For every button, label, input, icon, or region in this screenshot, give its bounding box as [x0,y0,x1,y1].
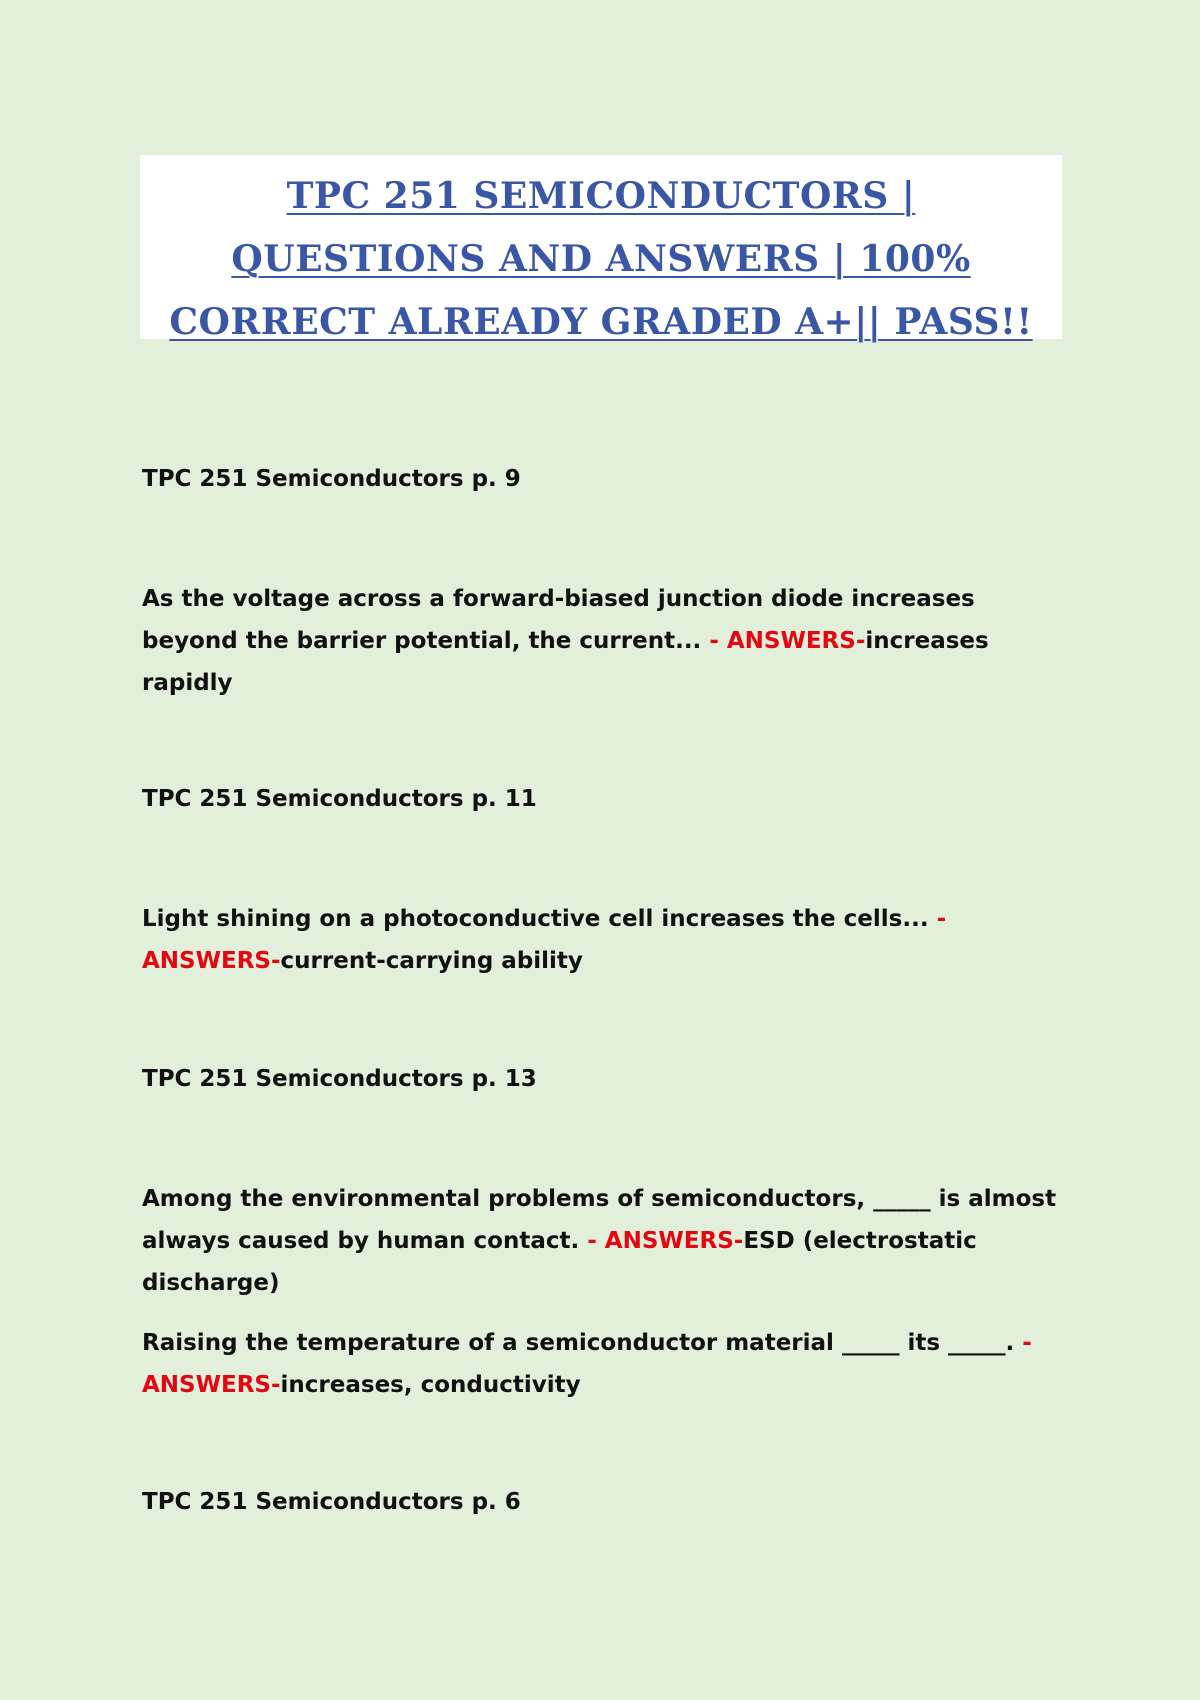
qa-item-forward-biased-diode [142,578,1062,704]
qa-item-temperature [142,1322,1062,1406]
qa-item-environmental-problems [142,1178,1062,1304]
section-heading-p9: TPC 251 Semiconductors p. 9 [142,466,521,492]
section-heading-p6: TPC 251 Semiconductors p. 6 [142,1489,521,1515]
answer-marker: - ANSWERS- [709,628,866,654]
answer-text: ESD (electrostatic discharge) [142,1228,977,1296]
answer-text: current-carrying ability [280,948,583,974]
question-text: Among the environmental problems of semiconductors, _____ is almost always caused by human contact. [142,1186,1057,1254]
question-text: As the voltage across a forward-biased junction diode increases beyond the barrier potential, the current... [142,586,975,654]
document-title: TPC 251 SEMICONDUCTORS | QUESTIONS AND ANSWERS | 100% CORRECT ALREADY GRADED A+|| PASS!! [169,175,1033,343]
section-heading-p11: TPC 251 Semiconductors p. 11 [142,786,537,812]
answer-text: increases, conductivity [280,1372,581,1398]
question-text: Raising the temperature of a semiconductor material _____ its _____. [142,1330,1015,1356]
answer-text: increases rapidly [142,628,989,696]
question-text: Light shining on a photoconductive cell increases the cells... [142,906,929,932]
qa-item-photoconductive-cell [142,898,1062,982]
answer-marker: - ANSWERS- [587,1228,744,1254]
title-box [140,155,1062,343]
answer-marker: - ANSWERS- [142,906,947,974]
section-heading-p13: TPC 251 Semiconductors p. 13 [142,1066,537,1092]
answer-marker: - ANSWERS- [142,1330,1032,1398]
